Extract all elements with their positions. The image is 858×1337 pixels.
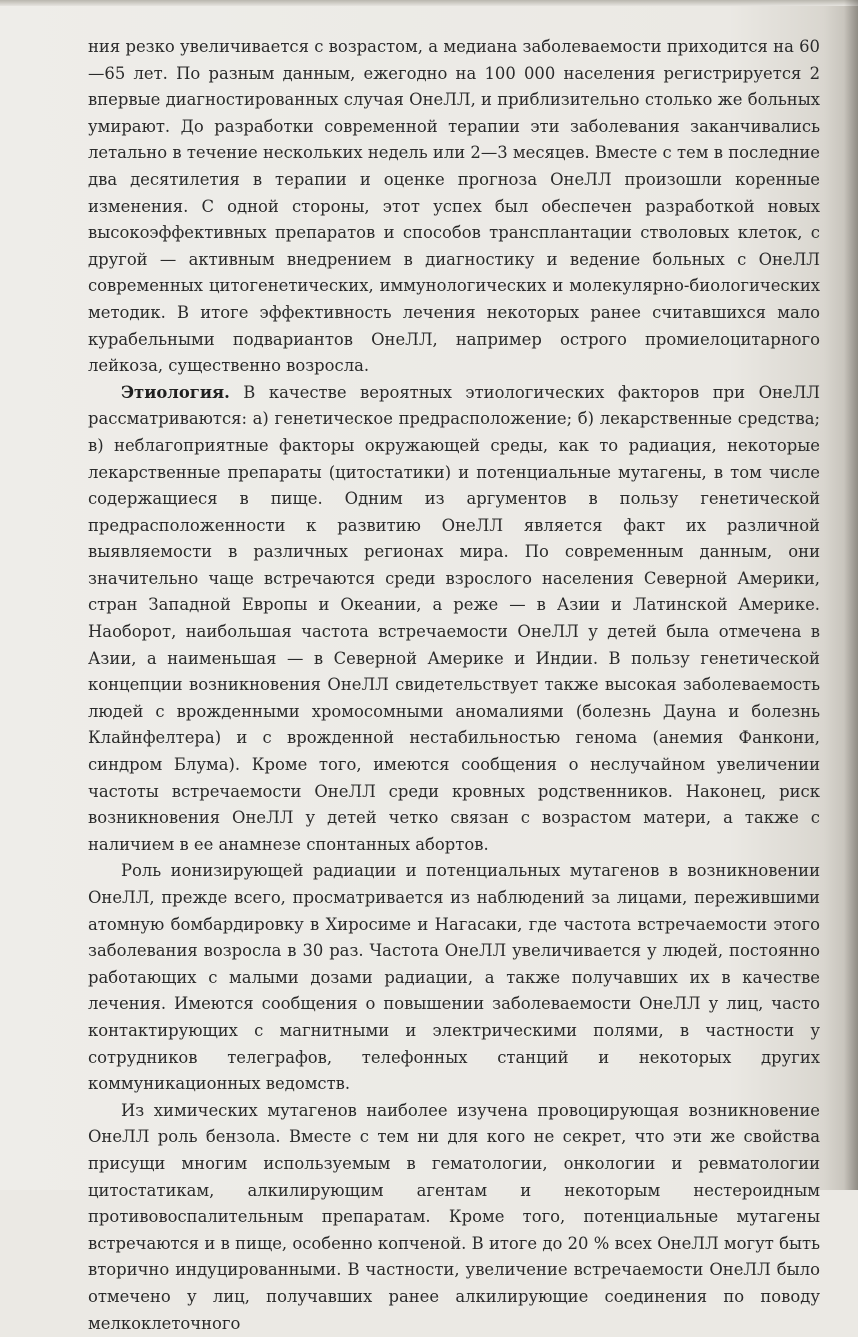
paragraph-continuation [88,34,820,380]
paragraph-text: Из химических мутагенов наиболее изучена провоцирующая возникновение ОнеЛЛ роль бензола. Вместе с тем ни для кого не секрет, что эти же свойства присущи многим используемым в гематологии, онкологии и ревматологии цитостатикам, алкилирующим агентам и некоторым нестероидным противовоспалительным препаратам. Кроме того, потенциальные мутагены встречаются и в пище, особенно копченой. В итоге до 20 % всех ОнеЛЛ могут быть вторично индуцированными. В частности, увеличение встречаемости ОнеЛЛ было отмечено у лиц, получавших ранее алкилирующие соединения по поводу мелкоклеточного [88,1100,820,1333]
page-binding-shadow [844,0,858,1190]
paragraph-text: ния резко увеличивается с возрастом, а медиана заболеваемости приходится на 60—65 лет. По разным данным, ежегодно на 100 000 населения регистрируется 2 впервые диагностированных случая ОнеЛЛ, и приблизительно столько же больных умирают. До разработки современной терапии эти заболевания заканчивались летально в течение нескольких недель или 2—3 месяцев. Вместе с тем в последние два десятилетия в терапии и оценке прогноза ОнеЛЛ произошли коренные изменения. С одной стороны, этот успех был обеспечен разработкой новых высокоэффективных препаратов и способов трансплантации стволовых клеток, с другой — активным внедрением в диагностику и ведение больных с ОнеЛЛ современных цитогенетических, иммунологических и молекулярно-биологических методик. В итоге эффективность лечения некоторых ранее считавшихся мало курабельными подвариантов ОнеЛЛ, например острого промиелоцитарного лейкоза, существенно возросла. [88,37,820,376]
body-text [88,34,820,1337]
paragraph-radiation [88,858,820,1097]
paragraph-text: В качестве вероятных этиологических факторов при ОнеЛЛ рассматриваются: а) генетическое предрасположение; б) лекарственные средства; в) неблагоприятные факторы окружающей среды, как то радиация, некоторые лекарственные препараты (цитостатики) и потенциальные мутагены, в том числе содержащиеся в пище. Одним из аргументов в пользу генетической предрасположенности к развитию ОнеЛЛ является факт их различной выявляемости в различных регионах мира. По современным данным, они значительно чаще встречаются среди взрослого населения Северной Америки, стран Западной Европы и Океании, а реже — в Азии и Латинской Америке. Наоборот, наибольшая частота встречаемости ОнеЛЛ у детей была отмечена в Азии, а наименьшая — в Северной Америке и Индии. В пользу генетической концепции возникновения ОнеЛЛ свидетельствует также высокая заболеваемость людей с врожденными хромосомными аномалиями (болезнь Дауна и болезнь Клайнфелтера) и с врожденной нестабильностью генома (анемия Фанкони, синдром Блума). Кроме того, имеются сообщения о неслучайном увеличении частоты встречаемости ОнеЛЛ среди кровных родственников. Наконец, риск возникновения ОнеЛЛ у детей четко связан с возрастом матери, а также с наличием в ее анамнезе спонтанных абортов. [88,382,820,854]
paragraph-etiology [88,380,820,859]
paragraph-chemical-mutagens [88,1098,820,1337]
section-heading: Этиология. [121,382,230,402]
paragraph-text: Роль ионизирующей радиации и потенциальных мутагенов в возникновении ОнеЛЛ, прежде всего, просматривается из наблюдений за лицами, пережившими атомную бомбардировку в Хиросиме и Нагасаки, где частота встречаемости этого заболевания возросла в 30 раз. Частота ОнеЛЛ увеличивается у людей, постоянно работающих с малыми дозами радиации, а также получавших их в качестве лечения. Имеются сообщения о повышении заболеваемости ОнеЛЛ у лиц, часто контактирующих с магнитными и электрическими полями, в частности у сотрудников телеграфов, телефонных станций и некоторых других коммуникационных ведомств. [88,861,820,1094]
page-top-edge [0,0,858,6]
